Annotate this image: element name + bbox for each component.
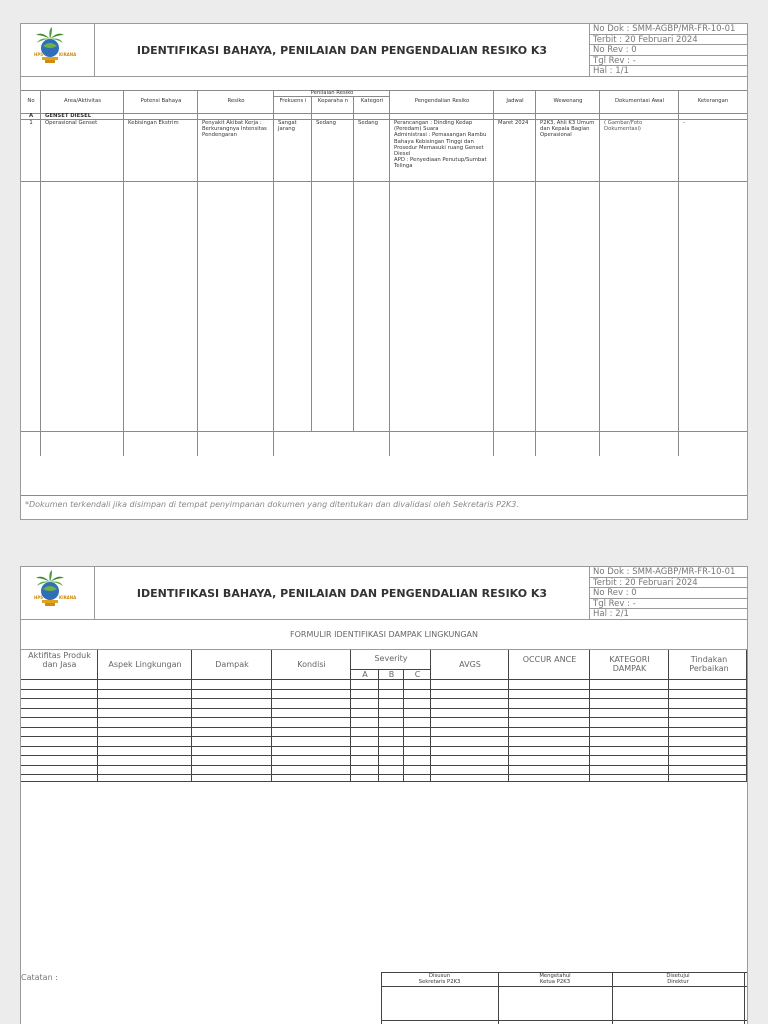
meta-terbit-2: Terbit : 20 Februari 2024 (590, 578, 747, 589)
header-avgs: AVGS (459, 660, 481, 669)
signature-mengetahui-role: Ketua P2K3 (539, 979, 571, 985)
document-footnote: *Dokumen terkendali jika disimpan di tempat penyimpanan dokumen yang ditentukan dan divalidasi oleh Sekretaris P2K3. (25, 500, 519, 509)
row-keparahan: Sedang (316, 120, 336, 126)
document-header-2 (21, 567, 747, 620)
row-kategori: Sedang (358, 120, 378, 126)
table-row-line (21, 774, 747, 775)
header-tindakan: Tindakan Perbaikan (689, 655, 729, 673)
document-title-cell (95, 24, 589, 77)
logo-text-left: HPS (34, 52, 44, 57)
header-no: No (27, 98, 35, 104)
header-keterangan: Keterangan (697, 98, 729, 104)
col-no (21, 90, 41, 456)
signature-header-line (381, 986, 747, 987)
table-header-bottom-2 (21, 679, 747, 680)
header-pengendalian: Pengendalian Resiko (414, 98, 470, 104)
section-title: GENSET DIESEL (45, 113, 92, 119)
signature-col-end (744, 972, 745, 1024)
form-title: FORMULIR IDENTIFIKASI DAMPAK LINGKUNGAN (21, 620, 747, 650)
logo-text-right: KIRANA (59, 52, 77, 57)
row-keterangan: - (683, 120, 685, 126)
col-frekuensi (274, 96, 312, 431)
header-keparahan: Keparaha n (317, 98, 349, 104)
col-potensi (124, 90, 198, 456)
col-kondisi (272, 650, 351, 782)
palm-globe-logo-icon (21, 567, 95, 620)
header-penilaian: Penilaian Resiko (310, 90, 354, 96)
meta-no-dok-2: No Dok : SMM-AGBP/MR-FR-10-01 (590, 567, 747, 578)
col-jadwal (494, 90, 536, 456)
environment-impact-table (21, 650, 747, 782)
row-frekuensi: Sangat Jarang (278, 120, 297, 133)
col-aktifitas (21, 650, 98, 782)
row-area: Operasional Genset (45, 120, 98, 126)
table-row-line (21, 708, 747, 709)
row-potensi: Kebisingan Ekstrim (128, 120, 179, 126)
company-logo (21, 24, 95, 77)
header-wewenang: Wewenang (553, 98, 583, 104)
header-jadwal: Jadwal (506, 98, 524, 104)
header-sev-c: C (414, 670, 421, 679)
document-page-1 (20, 23, 748, 520)
section-code: A (28, 113, 34, 119)
notes-label: Catatan : (21, 973, 58, 982)
col-aspek (98, 650, 192, 782)
header-dokumentasi: Dokumentasi Awal (614, 98, 665, 104)
table-row-line (21, 736, 747, 737)
meta-tgl-rev: Tgl Rev : - (590, 56, 747, 67)
header-kategori-dampak: KATEGORI DAMPAK (609, 655, 650, 673)
table-row-line (21, 755, 747, 756)
header-sev-b: B (388, 670, 395, 679)
signature-block (381, 972, 747, 1024)
col-kategori (354, 90, 390, 456)
row-pengendalian: Perancangan : Dinding Kedap (Peredam) Suara Administrasi : Pemasangan Rambu Bahaya Kebisingan Tinggi dan Prosedur Memasuki ruang Genset Diesel APD : Penyediaan Penutup/Sumbat Telinga (394, 120, 487, 170)
header-dampak: Dampak (215, 660, 249, 669)
document-title-cell-2 (95, 567, 589, 620)
col-dokumentasi (600, 90, 679, 456)
document-meta-2 (589, 567, 747, 620)
header-area: Area/Aktivitas (64, 98, 101, 104)
document-meta (589, 24, 747, 77)
row-no: 1 (29, 120, 33, 126)
logo-text-left-2: HPS (34, 595, 44, 600)
company-logo-2 (21, 567, 95, 620)
signature-disetujui: Disetujui (666, 973, 690, 979)
header-kategori: Kategori (360, 98, 384, 104)
table-row-line (21, 765, 747, 766)
palm-globe-logo-icon (21, 24, 95, 77)
meta-no-rev: No Rev : 0 (590, 45, 747, 56)
header-kondisi: Kondisi (297, 660, 326, 669)
header-sev-a: A (362, 670, 368, 679)
header-occurance: OCCUR ANCE (522, 655, 577, 664)
document-title-2: IDENTIFIKASI BAHAYA, PENILAIAN DAN PENGENDALIAN RESIKO K3 (136, 587, 548, 600)
meta-hal: Hal : 1/1 (593, 66, 629, 77)
header-frekuensi: Frekuens i (279, 98, 307, 104)
document-header (21, 24, 747, 77)
document-page-2 (20, 566, 748, 1024)
col-area (41, 90, 124, 456)
footnote-divider (21, 495, 747, 496)
signature-disusun: Disusun (428, 973, 451, 979)
table-row-line (21, 746, 747, 747)
row-jadwal: Maret 2024 (498, 120, 529, 126)
row-dokumentasi: ( Gambar/Foto Dokumentasi) (604, 120, 643, 133)
meta-hal-2: Hal : 2/1 (593, 609, 629, 620)
col-avgs (431, 650, 509, 782)
document-title: IDENTIFIKASI BAHAYA, PENILAIAN DAN PENGENDALIAN RESIKO K3 (136, 44, 548, 57)
col-occurance (509, 650, 590, 782)
signature-disusun-role: Sekretaris P2K3 (418, 979, 461, 985)
header-resiko: Resiko (227, 98, 245, 104)
table-row-line (21, 689, 747, 690)
row-resiko: Penyakit Akibat Kerja : Berkurangnya Intensitas Pendengaran (202, 120, 267, 139)
table-border-bottom-2 (21, 781, 747, 782)
signature-mengetahui: Mengetahui (539, 973, 571, 979)
meta-tgl-rev-2: Tgl Rev : - (590, 599, 747, 610)
meta-no-dok: No Dok : SMM-AGBP/MR-FR-10-01 (590, 24, 747, 35)
col-dampak (192, 650, 272, 782)
col-wewenang (536, 90, 600, 456)
col-resiko (198, 90, 274, 456)
col-keparahan (312, 96, 354, 431)
signature-disetujui-role: Direktur (667, 979, 689, 985)
row-wewenang: P2K3, Ahli K3 Umum dan Kepala Bagian Operasional (540, 120, 595, 139)
header-aspek: Aspek Lingkungan (108, 660, 182, 669)
header-potensi: Potensi Bahaya (140, 98, 182, 104)
signature-space-line (381, 1020, 747, 1021)
logo-text-right-2: KIRANA (59, 595, 77, 600)
risk-table (21, 90, 747, 456)
meta-terbit: Terbit : 20 Februari 2024 (590, 35, 747, 46)
table-row-line (21, 717, 747, 718)
header-aktifitas: Aktifitas Produk dan Jasa (28, 651, 91, 669)
header-severity: Severity (374, 654, 408, 663)
meta-no-rev-2: No Rev : 0 (590, 588, 747, 599)
table-row-line (21, 698, 747, 699)
table-row-line (21, 727, 747, 728)
